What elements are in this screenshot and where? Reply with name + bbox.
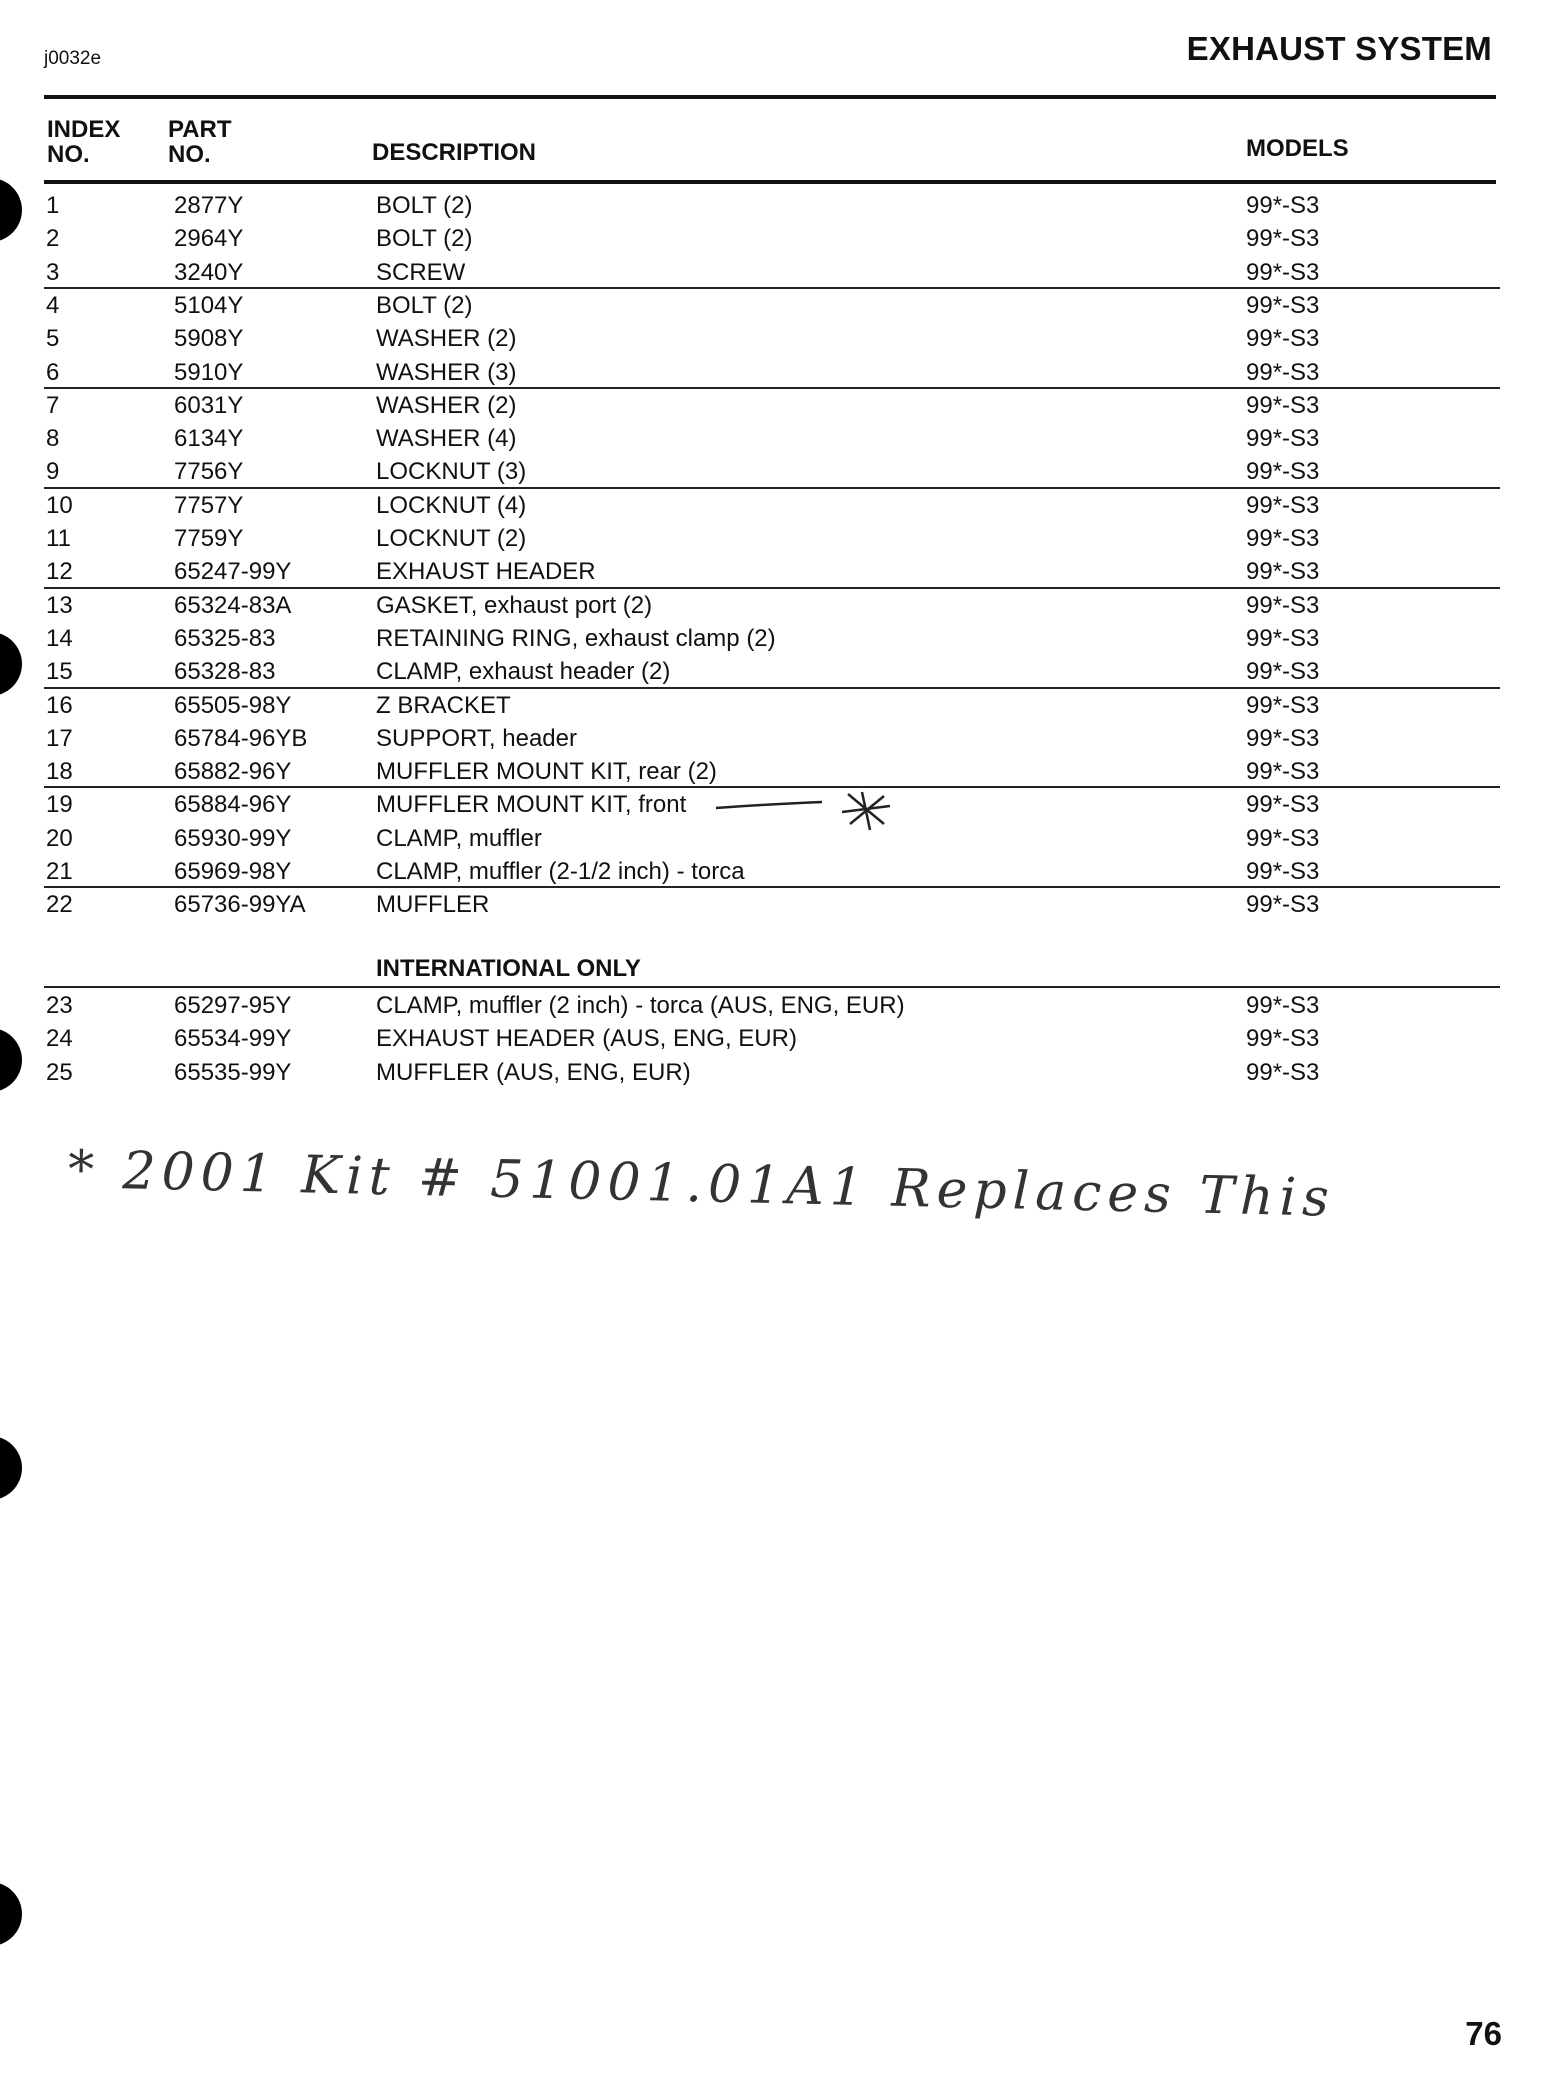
group-divider [44, 587, 1500, 589]
row-models: 99*-S3 [1246, 992, 1320, 1019]
row-models: 99*-S3 [1246, 325, 1320, 353]
row-part-number: 5104Y [174, 291, 244, 319]
row-index: 15 [46, 658, 73, 686]
row-models: 99*-S3 [1246, 258, 1320, 286]
row-models: 99*-S3 [1246, 491, 1320, 519]
handwritten-note: * 2001 Kit # 51001.01A1 Replaces This [67, 1140, 1336, 1229]
row-index: 16 [46, 691, 73, 719]
row-part-number: 5908Y [174, 325, 244, 353]
row-part-number: 65325-83 [174, 624, 276, 652]
row-part-number: 65297-95Y [174, 992, 292, 1019]
table-row [0, 555, 1548, 588]
row-models: 99*-S3 [1246, 824, 1320, 852]
row-models: 99*-S3 [1246, 1058, 1320, 1086]
row-part-number: 65969-98Y [174, 858, 292, 885]
table-row [0, 989, 1548, 1022]
table-row [0, 422, 1548, 455]
row-description: GASKET, exhaust port (2) [376, 591, 653, 619]
row-index: 1 [46, 192, 60, 219]
row-part-number: 7757Y [174, 491, 244, 519]
row-description: Z BRACKET [376, 691, 511, 719]
row-part-number: 7759Y [174, 525, 244, 552]
row-index: 18 [46, 758, 73, 786]
row-models: 99*-S3 [1246, 225, 1320, 253]
row-models: 99*-S3 [1246, 391, 1320, 419]
row-part-number: 6031Y [174, 391, 244, 419]
table-row [0, 389, 1548, 422]
table-row [0, 356, 1548, 389]
row-description: MUFFLER MOUNT KIT, front [376, 791, 687, 819]
group-divider [44, 487, 1500, 489]
row-part-number: 65930-99Y [174, 824, 292, 852]
row-models: 99*-S3 [1246, 192, 1320, 219]
row-description: WASHER (2) [376, 325, 517, 353]
row-description: BOLT (2) [376, 225, 473, 253]
row-index: 3 [46, 258, 60, 286]
table-row [0, 222, 1548, 255]
row-description: CLAMP, muffler [376, 824, 542, 852]
row-index: 11 [46, 525, 71, 552]
table-row [0, 755, 1548, 788]
row-index: 4 [46, 291, 60, 319]
binder-hole [0, 1882, 22, 1946]
row-models: 99*-S3 [1246, 458, 1320, 486]
row-index: 6 [46, 358, 60, 386]
row-index: 5 [46, 325, 60, 353]
row-description: CLAMP, exhaust header (2) [376, 658, 671, 686]
row-models: 99*-S3 [1246, 591, 1320, 619]
row-models: 99*-S3 [1246, 858, 1320, 885]
table-row [0, 855, 1548, 888]
part-column-header: PART NO. [168, 116, 232, 168]
row-models: 99*-S3 [1246, 291, 1320, 319]
row-part-number: 65784-96YB [174, 724, 308, 752]
page-title: EXHAUST SYSTEM [1186, 30, 1492, 67]
table-row [0, 256, 1548, 289]
row-models: 99*-S3 [1246, 691, 1320, 719]
row-description: MUFFLER [376, 891, 490, 919]
row-index: 23 [46, 992, 73, 1019]
row-description: EXHAUST HEADER (AUS, ENG, EUR) [376, 1025, 797, 1053]
table-row [0, 489, 1548, 522]
group-divider [44, 287, 1500, 289]
row-index: 13 [46, 591, 73, 619]
group-divider [44, 387, 1500, 389]
index-column-header: INDEX NO. [47, 116, 121, 168]
table-row [0, 1022, 1548, 1055]
row-models: 99*-S3 [1246, 558, 1320, 586]
row-description: CLAMP, muffler (2-1/2 inch) - torca [376, 858, 745, 885]
row-description: LOCKNUT (3) [376, 458, 527, 486]
row-index: 7 [46, 391, 60, 419]
row-part-number: 65736-99YA [174, 891, 306, 919]
row-index: 20 [46, 824, 73, 852]
group-divider [44, 786, 1500, 788]
row-models: 99*-S3 [1246, 358, 1320, 386]
row-description: WASHER (3) [376, 358, 517, 386]
row-index: 22 [46, 891, 73, 919]
table-row [0, 322, 1548, 355]
table-row [0, 189, 1548, 222]
row-part-number: 65534-99Y [174, 1025, 292, 1053]
row-models: 99*-S3 [1246, 1025, 1320, 1053]
row-description: SCREW [376, 258, 466, 286]
row-index: 12 [46, 558, 73, 586]
row-models: 99*-S3 [1246, 658, 1320, 686]
row-description: MUFFLER (AUS, ENG, EUR) [376, 1058, 691, 1086]
row-models: 99*-S3 [1246, 624, 1320, 652]
row-part-number: 6134Y [174, 425, 244, 453]
table-row [0, 722, 1548, 755]
row-description: LOCKNUT (2) [376, 525, 527, 552]
page-number: 76 [1465, 2015, 1502, 2052]
table-row [0, 622, 1548, 655]
row-part-number: 65884-96Y [174, 791, 292, 819]
models-column-header: MODELS [1246, 135, 1349, 162]
table-row [0, 1056, 1548, 1089]
international-divider [44, 986, 1500, 988]
row-models: 99*-S3 [1246, 891, 1320, 919]
row-description: CLAMP, muffler (2 inch) - torca (AUS, ENG, EUR) [376, 992, 905, 1019]
binder-hole [0, 1436, 22, 1500]
row-part-number: 2964Y [174, 225, 244, 253]
row-description: EXHAUST HEADER [376, 558, 596, 586]
row-index: 25 [46, 1058, 73, 1086]
row-part-number: 5910Y [174, 358, 244, 386]
row-index: 17 [46, 724, 73, 752]
row-index: 10 [46, 491, 73, 519]
table-row [0, 888, 1548, 921]
row-index: 21 [46, 858, 73, 885]
handwritten-arrow-mark [712, 790, 902, 850]
row-part-number: 65324-83A [174, 591, 292, 619]
row-part-number: 65535-99Y [174, 1058, 292, 1086]
row-part-number: 2877Y [174, 192, 244, 219]
row-part-number: 65247-99Y [174, 558, 292, 586]
row-models: 99*-S3 [1246, 525, 1320, 552]
row-index: 9 [46, 458, 60, 486]
table-row [0, 689, 1548, 722]
table-row [0, 455, 1548, 488]
group-divider [44, 886, 1500, 888]
international-section-title: INTERNATIONAL ONLY [376, 955, 641, 982]
table-row [0, 655, 1548, 688]
row-description: RETAINING RING, exhaust clamp (2) [376, 624, 776, 652]
row-description: WASHER (2) [376, 391, 517, 419]
row-models: 99*-S3 [1246, 791, 1320, 819]
row-part-number: 3240Y [174, 258, 244, 286]
row-models: 99*-S3 [1246, 425, 1320, 453]
row-models: 99*-S3 [1246, 724, 1320, 752]
row-index: 19 [46, 791, 73, 819]
description-column-header: DESCRIPTION [372, 139, 537, 166]
row-description: SUPPORT, header [376, 724, 577, 752]
row-models: 99*-S3 [1246, 758, 1320, 786]
row-description: MUFFLER MOUNT KIT, rear (2) [376, 758, 717, 786]
row-description: BOLT (2) [376, 192, 473, 219]
row-part-number: 7756Y [174, 458, 244, 486]
table-row [0, 289, 1548, 322]
group-divider [44, 687, 1500, 689]
row-index: 8 [46, 425, 60, 453]
table-row [0, 522, 1548, 555]
row-part-number: 65882-96Y [174, 758, 292, 786]
row-index: 14 [46, 624, 73, 652]
row-index: 2 [46, 225, 60, 253]
document-code: j0032e [44, 48, 102, 69]
row-description: LOCKNUT (4) [376, 491, 527, 519]
row-index: 24 [46, 1025, 73, 1053]
row-description: WASHER (4) [376, 425, 517, 453]
row-part-number: 65328-83 [174, 658, 276, 686]
row-description: BOLT (2) [376, 291, 473, 319]
table-row [0, 589, 1548, 622]
row-part-number: 65505-98Y [174, 691, 292, 719]
